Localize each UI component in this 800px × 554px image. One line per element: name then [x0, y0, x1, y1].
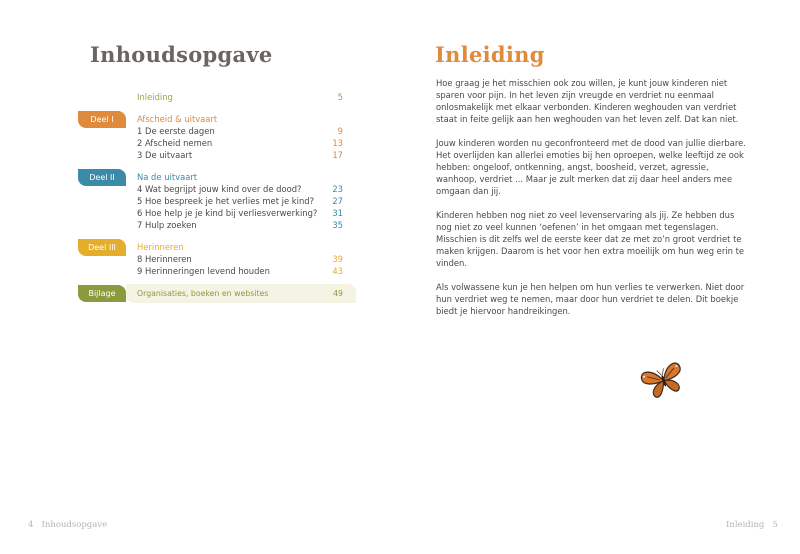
- toc-entry-appendix[interactable]: [137, 288, 343, 300]
- tab-deel-1: Deel I: [78, 111, 126, 128]
- toc-entry-page: 17: [332, 150, 343, 160]
- toc-entry[interactable]: [137, 137, 343, 149]
- footer-page-number: 4: [28, 520, 34, 530]
- toc-entry-label: 8 Herinneren: [137, 254, 192, 264]
- toc-entry-page: 35: [332, 220, 343, 230]
- toc-entry-label: 3 De uitvaart: [137, 150, 193, 160]
- intro-title: Inleiding: [435, 42, 545, 67]
- toc-entry[interactable]: [137, 207, 343, 219]
- toc-entry-label: 4 Wat begrijpt jouw kind over de dood?: [137, 184, 302, 194]
- toc-entry-page: 39: [332, 254, 343, 264]
- toc-entry-page: 5: [337, 92, 343, 102]
- toc-entry-page: 23: [332, 184, 343, 194]
- footer-page-number: 5: [772, 520, 778, 530]
- toc-entry-page: 9: [337, 126, 343, 136]
- toc-entry[interactable]: [137, 265, 343, 277]
- toc-entry[interactable]: [137, 219, 343, 231]
- paragraph: Hoe graag je het misschien ook zou willen, je kunt jouw kinderen niet sparen voor pijn. In het leven zijn vreugde en verdriet nu eenmaal onlosmakelijk met elkaar verbonden. Kinderen weghouden van verdriet staat in feite gelijk aan hen weghouden van het leven zelf. Dat kan niet.: [436, 78, 739, 124]
- toc-entry-label: 2 Afscheid nemen: [137, 138, 213, 148]
- section-heading-3[interactable]: Herinneren: [137, 242, 184, 252]
- toc-entry-page: 31: [332, 208, 343, 218]
- toc-entry-page: 13: [332, 138, 343, 148]
- butterfly-icon: [640, 360, 686, 400]
- tab-bijlage: Bijlage: [78, 285, 126, 302]
- toc-title: Inhoudsopgave: [90, 42, 273, 67]
- left-footer: [28, 520, 107, 530]
- paragraph: Als volwassene kun je hen helpen om hun verlies te verwerken. Niet door hun verdriet weg te nemen, maar door hun verdriet te delen. Dit boekje biedt je hiervoor handreikingen.: [436, 282, 745, 316]
- toc-entry-page: 49: [333, 289, 343, 298]
- footer-label: Inleiding: [726, 520, 765, 530]
- toc-entry[interactable]: [137, 125, 343, 137]
- toc-entry-label: 7 Hulp zoeken: [137, 220, 197, 230]
- footer-label: Inhoudsopgave: [41, 520, 108, 530]
- toc-entry-page: 27: [332, 196, 343, 206]
- toc-entry[interactable]: [137, 183, 343, 195]
- toc-entry-label: Organisaties, boeken en websites: [137, 289, 269, 298]
- tab-deel-2: Deel II: [78, 169, 126, 186]
- section-heading-1[interactable]: Afscheid & uitvaart: [137, 114, 218, 124]
- paragraph: Jouw kinderen worden nu geconfronteerd met de dood van jullie dierbare. Het overlijden kan allerlei emoties bij hen oproepen, welke leeftijd ze ook hebben: ongeloof, ontkenning, angst, boosheid, verzet, agressie, wanhoop, verdriet ... Maar je zult merken dat zij daar heel anders mee omgaan dan jij.: [436, 138, 746, 196]
- toc-entry-label: 1 De eerste dagen: [137, 126, 215, 136]
- intro-body: [436, 77, 748, 329]
- right-footer: [726, 520, 778, 530]
- toc-entry-label: 5 Hoe bespreek je het verlies met je kind?: [137, 196, 315, 206]
- toc-entry-label: 6 Hoe help je je kind bij verliesverwerking?: [137, 208, 318, 218]
- toc-entry[interactable]: [137, 253, 343, 265]
- right-page: [400, 0, 800, 554]
- toc-entry-label: 9 Herinneringen levend houden: [137, 266, 270, 276]
- section-heading-2[interactable]: Na de uitvaart: [137, 172, 198, 182]
- tab-deel-3: Deel III: [78, 239, 126, 256]
- toc-entry[interactable]: [137, 195, 343, 207]
- toc-entry[interactable]: [137, 149, 343, 161]
- toc-entry-page: 43: [332, 266, 343, 276]
- toc-entry-label: Inleiding: [137, 92, 173, 102]
- paragraph: Kinderen hebben nog niet zo veel levenservaring als jij. Ze hebben dus nog niet zo veel kunnen ‘oefenen’ in het omgaan met tegenslagen. Misschien is dit zelfs wel de eerste keer dat ze met zo’n groot verdriet te maken krijgen. Daarom is het voor hen extra moeilijk om hun weg erin te vinden.: [436, 210, 745, 268]
- toc-entry-intro[interactable]: [137, 91, 343, 103]
